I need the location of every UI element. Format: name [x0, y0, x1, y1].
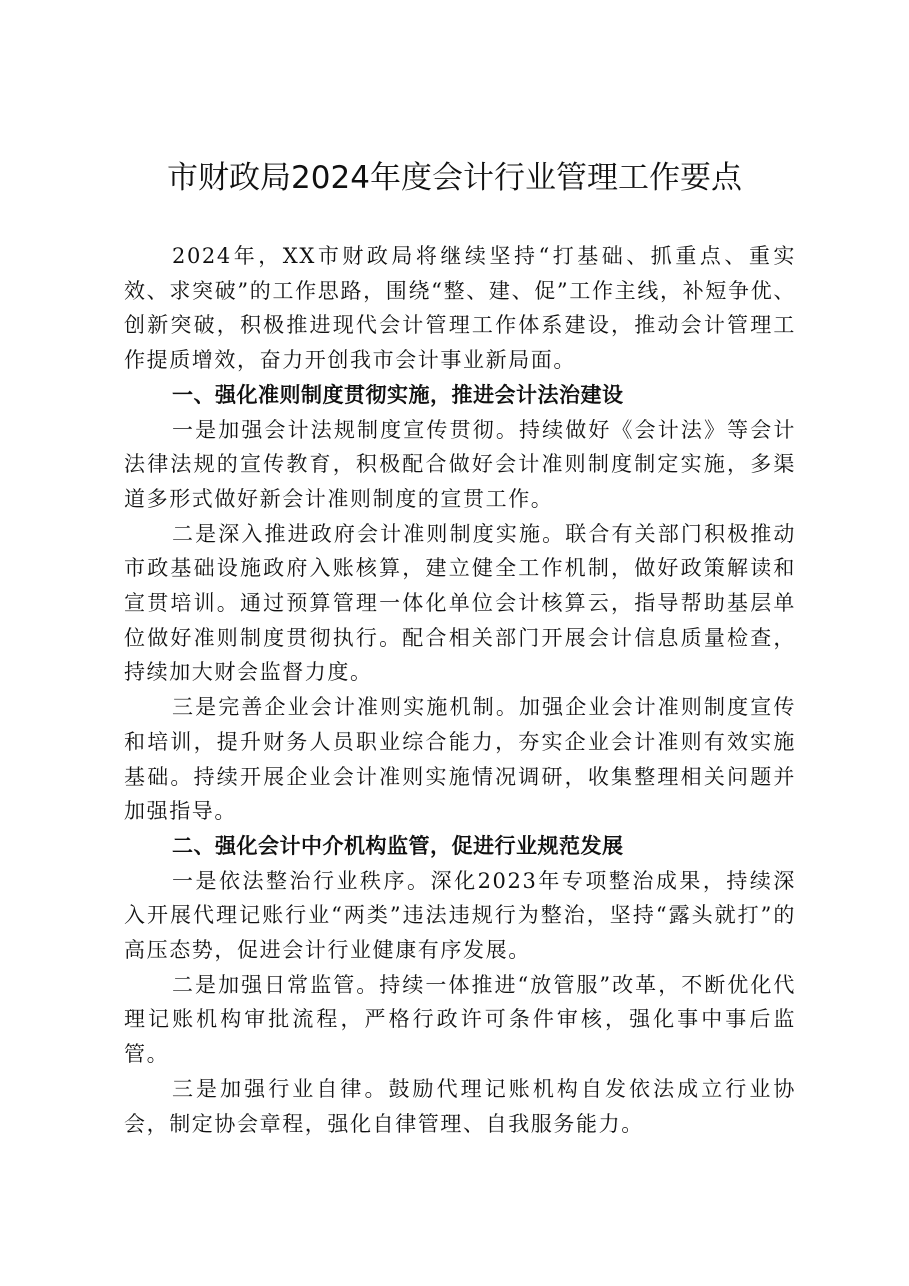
section-2-paragraph-2: 二是加强日常监管。持续一体推进“放管服”改革，不断优化代理记账机构审批流程，严格行政许可条件审核，强化事中事后监管。 [124, 972, 796, 1067]
section-2-heading: 二、强化会计中介机构监管，促进行业规范发展 [172, 833, 624, 858]
document-body [124, 239, 796, 1141]
document-title: 市财政局2024年度会计行业管理工作要点 [167, 160, 742, 196]
section-2-paragraph-1: 一是依法整治行业秩序。深化2023年专项整治成果，持续深入开展代理记账行业“两类”违法违规行为整治，坚持“露头就打”的高压态势，促进会计行业健康有序发展。 [124, 868, 796, 963]
section-2-paragraph-3: 三是加强行业自律。鼓励代理记账机构自发依法成立行业协会，制定协会章程，强化自律管理、自我服务能力。 [124, 1076, 796, 1136]
section-1-heading: 一、强化准则制度贯彻实施，推进会计法治建设 [172, 382, 624, 407]
section-1-paragraph-3: 三是完善企业会计准则实施机制。加强企业会计准则制度宣传和培训，提升财务人员职业综合能力，夯实企业会计准则有效实施基础。持续开展企业会计准则实施情况调研，收集整理相关问题并加强指导。 [124, 695, 796, 824]
intro-paragraph: 2024年，XX市财政局将继续坚持“打基础、抓重点、重实效、求突破”的工作思路，围绕“整、建、促”工作主线，补短争优、创新突破，积极推进现代会计管理工作体系建设，推动会计管理工作提质增效，奋力开创我市会计事业新局面。 [124, 244, 796, 373]
section-1-paragraph-2: 二是深入推进政府会计准则制度实施。联合有关部门积极推动市政基础设施政府入账核算，建立健全工作机制，做好政策解读和宣贯培训。通过预算管理一体化单位会计核算云，指导帮助基层单位做好准则制度贯彻执行。配合相关部门开展会计信息质量检查，持续加大财会监督力度。 [124, 521, 796, 685]
section-1-paragraph-1: 一是加强会计法规制度宣传贯彻。持续做好《会计法》等会计法律法规的宣传教育，积极配合做好会计准则制度制定实施，多渠道多形式做好新会计准则制度的宣贯工作。 [124, 417, 796, 511]
